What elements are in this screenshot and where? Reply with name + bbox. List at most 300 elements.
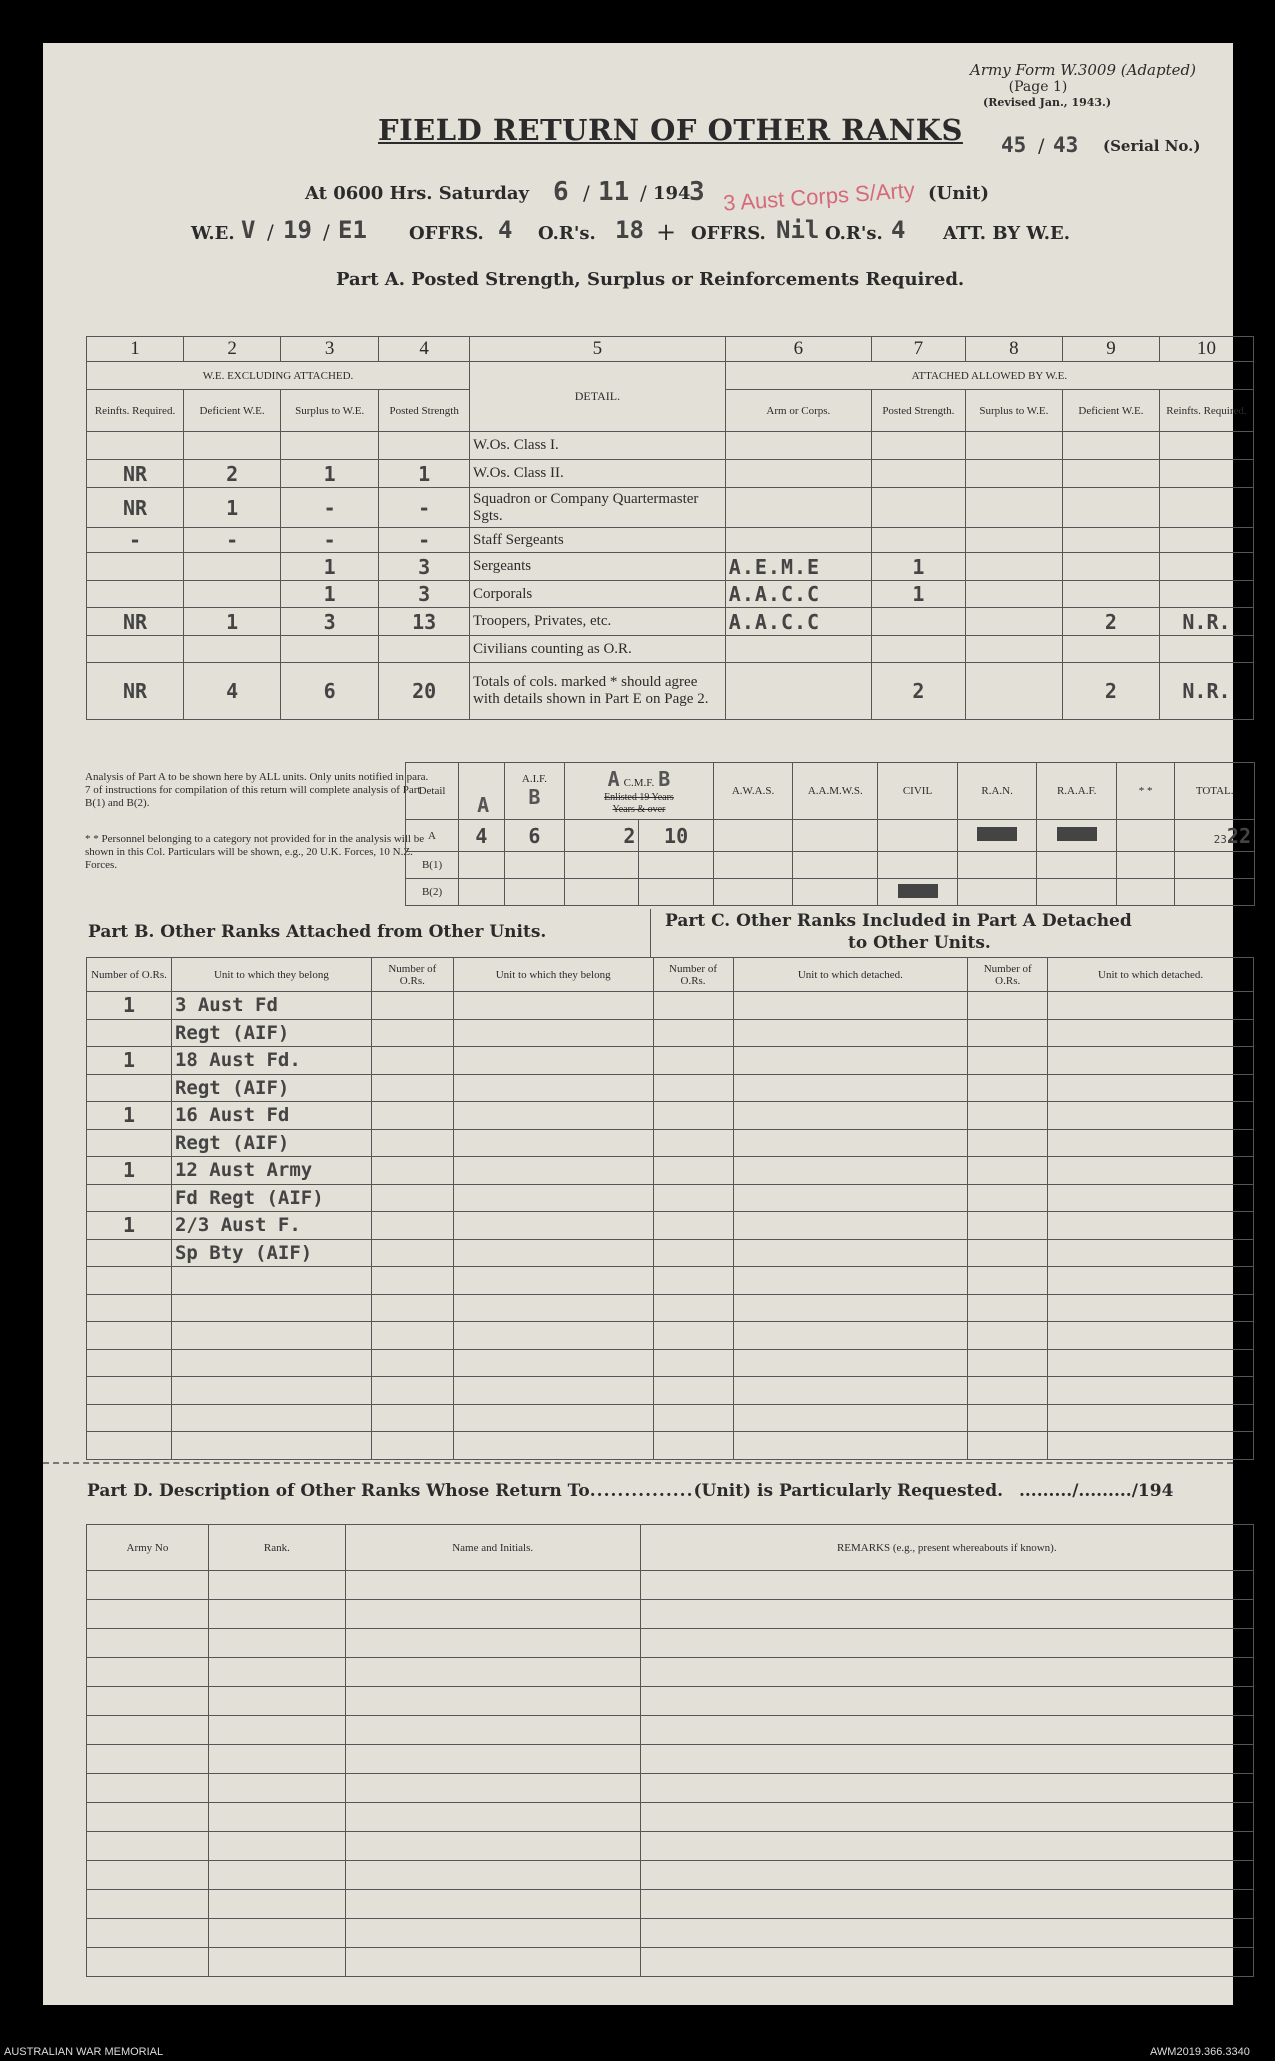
empty-cell <box>968 1019 1048 1047</box>
an-hdr-awas: A.W.A.S. <box>713 763 793 820</box>
group-right: ATTACHED ALLOWED BY W.E. <box>725 362 1253 390</box>
empty-cell <box>1048 1184 1254 1212</box>
part-bc-row <box>87 1432 1254 1460</box>
analysis-table <box>405 762 1255 906</box>
empty-cell <box>208 1803 345 1832</box>
cell-c2 <box>184 432 281 460</box>
col-num-10: 10 <box>1159 337 1253 362</box>
empty-cell <box>87 1267 172 1295</box>
an-hdr-aamws: A.A.M.W.S. <box>793 763 878 820</box>
empty-cell <box>968 1239 1048 1267</box>
day-value: 6 <box>553 177 569 207</box>
part-d-row <box>87 1861 1254 1890</box>
cell-c9 <box>1062 460 1159 488</box>
empty-cell <box>345 1861 640 1890</box>
cell-c3: 1 <box>281 581 379 608</box>
part-d-title-1: Part D. Description of Other Ranks Whose Return To <box>87 1481 590 1501</box>
an-row-a-aif: 6 <box>504 820 564 852</box>
row-detail: Staff Sergeants <box>470 528 726 553</box>
empty-cell <box>653 1349 733 1377</box>
col-num-6: 6 <box>725 337 871 362</box>
cell-c8 <box>965 553 1062 581</box>
an-row-a-ran <box>957 820 1037 852</box>
empty-cell <box>653 1212 733 1240</box>
empty-cell <box>733 992 968 1020</box>
empty-cell <box>371 1102 453 1130</box>
empty-cell <box>968 1212 1048 1240</box>
cell-c6: A.A.C.C <box>725 608 871 636</box>
empty-cell <box>453 1019 653 1047</box>
form-revised: (Revised Jan., 1943.) <box>983 96 1112 109</box>
an-hdr-aif: A.I.F. <box>521 773 547 785</box>
empty-cell <box>653 1019 733 1047</box>
part-bc-row <box>87 1184 1254 1212</box>
pd-hdr-rank: Rank. <box>208 1525 345 1571</box>
cell-c2: 4 <box>184 663 281 720</box>
empty-cell <box>1048 1239 1254 1267</box>
cell-c8 <box>965 636 1062 663</box>
empty-cell <box>640 1948 1253 1977</box>
empty-cell <box>640 1832 1253 1861</box>
empty-cell <box>371 1239 453 1267</box>
an-hdr-other: * * <box>1117 763 1175 820</box>
col-number-row <box>87 337 1254 362</box>
empty-cell <box>208 1919 345 1948</box>
cell-c9 <box>1062 553 1159 581</box>
cell-c6 <box>725 488 871 528</box>
empty-cell <box>653 1432 733 1460</box>
an-mark-a: A <box>477 793 490 817</box>
pb-hdr-num-2: Number of O.Rs. <box>371 958 453 992</box>
hdr-arm-corps: Arm or Corps. <box>725 390 871 432</box>
empty-cell <box>371 1294 453 1322</box>
part-d-row <box>87 1832 1254 1861</box>
attached-unit: Regt (AIF) <box>171 1129 371 1157</box>
empty-cell <box>640 1774 1253 1803</box>
cell-c6: A.E.M.E <box>725 553 871 581</box>
part-bc-row <box>87 1212 1254 1240</box>
empty-cell <box>371 1404 453 1432</box>
empty-cell <box>87 1404 172 1432</box>
empty-cell <box>733 1404 968 1432</box>
empty-cell <box>87 1861 209 1890</box>
empty-cell <box>453 1349 653 1377</box>
empty-cell <box>208 1600 345 1629</box>
an-row-a-pre: 4 <box>459 820 505 852</box>
cell-c7 <box>871 488 965 528</box>
empty-cell <box>208 1629 345 1658</box>
empty-cell <box>87 1184 172 1212</box>
col-num-5: 5 <box>470 337 726 362</box>
part-bc-row <box>87 1019 1254 1047</box>
empty-cell <box>208 1948 345 1977</box>
empty-cell <box>653 1157 733 1185</box>
part-d-row <box>87 1571 1254 1600</box>
part-d-row <box>87 1948 1254 1977</box>
empty-cell <box>453 1074 653 1102</box>
empty-cell <box>371 1047 453 1075</box>
col-num-4: 4 <box>379 337 470 362</box>
part-bc-row <box>87 1404 1254 1432</box>
an-hdr-total: TOTAL. <box>1175 763 1255 820</box>
empty-cell <box>87 1019 172 1047</box>
empty-cell <box>208 1861 345 1890</box>
unit-label: (Unit) <box>928 183 989 204</box>
empty-cell <box>371 1129 453 1157</box>
empty-cell <box>653 1267 733 1295</box>
cell-c8 <box>965 460 1062 488</box>
empty-cell <box>208 1658 345 1687</box>
empty-cell <box>208 1745 345 1774</box>
cell-c2 <box>184 581 281 608</box>
empty-cell <box>87 1629 209 1658</box>
empty-cell <box>653 1377 733 1405</box>
empty-cell <box>733 1102 968 1130</box>
empty-cell <box>371 1267 453 1295</box>
cell-c3: - <box>281 488 379 528</box>
part-a-row <box>87 528 1254 553</box>
hdr-posted: Posted Strength <box>379 390 470 432</box>
cell-c8 <box>965 581 1062 608</box>
cell-c9: 2 <box>1062 663 1159 720</box>
empty-cell <box>171 1267 371 1295</box>
hdr-att-posted: Posted Strength. <box>871 390 965 432</box>
part-d-table <box>86 1524 1254 1977</box>
part-d-title-2: (Unit) is Particularly Requested. <box>693 1481 1004 1501</box>
empty-cell <box>1048 1432 1254 1460</box>
part-d-row <box>87 1745 1254 1774</box>
empty-cell <box>733 1267 968 1295</box>
date-slash-2: / <box>640 181 647 205</box>
empty-cell <box>371 1349 453 1377</box>
cell-c9 <box>1062 636 1159 663</box>
empty-cell <box>1048 1294 1254 1322</box>
part-a-table <box>86 336 1254 720</box>
empty-cell <box>1048 1074 1254 1102</box>
cell-c1 <box>87 636 184 663</box>
footer-credit: AUSTRALIAN WAR MEMORIAL <box>4 2046 164 2058</box>
part-bc-row <box>87 1074 1254 1102</box>
empty-cell <box>345 1571 640 1600</box>
cell-c1: NR <box>87 608 184 636</box>
cell-c1: NR <box>87 663 184 720</box>
cell-c3: 1 <box>281 553 379 581</box>
pc-hdr-unit-2: Unit to which detached. <box>1048 958 1254 992</box>
an-hdr-detail: Detail <box>406 763 459 820</box>
we-19: 19 <box>283 216 312 244</box>
cell-c4: 20 <box>379 663 470 720</box>
serial-a: 45 <box>1001 133 1027 157</box>
we-e1: E1 <box>338 216 367 244</box>
an-cmf-sub1: Enlisted 19 Years <box>604 792 674 803</box>
empty-cell <box>371 1377 453 1405</box>
pc-hdr-num-2: Number of O.Rs. <box>968 958 1048 992</box>
empty-cell <box>453 1239 653 1267</box>
empty-cell <box>640 1716 1253 1745</box>
empty-cell <box>171 1294 371 1322</box>
empty-cell <box>1048 1349 1254 1377</box>
cell-c4: 3 <box>379 581 470 608</box>
part-d-row <box>87 1803 1254 1832</box>
empty-cell <box>371 1184 453 1212</box>
cell-c7 <box>871 432 965 460</box>
part-bc-row <box>87 992 1254 1020</box>
an-row-b2 <box>406 879 1255 906</box>
part-d-row <box>87 1687 1254 1716</box>
cell-c4: - <box>379 488 470 528</box>
empty-cell <box>87 1687 209 1716</box>
part-d-title <box>87 1481 1173 1501</box>
part-d-row <box>87 1658 1254 1687</box>
col-num-1: 1 <box>87 337 184 362</box>
empty-cell <box>453 1404 653 1432</box>
part-d-dots: ............... <box>589 1481 694 1501</box>
cell-c4: - <box>379 528 470 553</box>
empty-cell <box>87 1074 172 1102</box>
an-mark-b: B <box>528 785 541 809</box>
empty-cell <box>345 1919 640 1948</box>
form-name: Army Form W.3009 (Adapted) <box>970 61 1196 79</box>
empty-cell <box>87 1294 172 1322</box>
part-a-row <box>87 636 1254 663</box>
month-value: 11 <box>598 177 630 207</box>
form-page: (Page 1) <box>1008 79 1068 95</box>
an-row-a-total <box>1175 820 1255 852</box>
empty-cell <box>733 1294 968 1322</box>
cell-c10 <box>1159 460 1253 488</box>
empty-cell <box>453 1267 653 1295</box>
part-bc-row <box>87 1377 1254 1405</box>
hdr-reinfts: Reinfts. Required. <box>87 390 184 432</box>
an-mark-a-cell <box>459 763 505 820</box>
row-detail: Corporals <box>470 581 726 608</box>
empty-cell <box>733 1349 968 1377</box>
empty-cell <box>87 1774 209 1803</box>
attached-unit: 2/3 Aust F. <box>171 1212 371 1240</box>
empty-cell <box>653 1102 733 1130</box>
empty-cell <box>653 1322 733 1350</box>
an-hdr-ran: R.A.N. <box>957 763 1037 820</box>
offrs2-label: OFFRS. <box>691 223 766 244</box>
empty-cell <box>87 1803 209 1832</box>
an-hdr-aif-cell <box>504 763 564 820</box>
empty-cell <box>1048 1129 1254 1157</box>
hdr-deficient: Deficient W.E. <box>184 390 281 432</box>
cell-c8 <box>965 528 1062 553</box>
empty-cell <box>640 1861 1253 1890</box>
attached-count: 1 <box>87 1212 172 1240</box>
empty-cell <box>733 1129 968 1157</box>
row-detail: Sergeants <box>470 553 726 581</box>
part-bc-row <box>87 1322 1254 1350</box>
col-num-9: 9 <box>1062 337 1159 362</box>
part-bc-row <box>87 1239 1254 1267</box>
part-a-row <box>87 432 1254 460</box>
analysis-note-2: * * Personnel belonging to a category not provided for in the analysis will be shown in this Col. Particulars will be shown, e.g., 20 U.K. Forces, 10 N.Z. Forces. <box>85 833 425 871</box>
cell-c10 <box>1159 636 1253 663</box>
cell-c10 <box>1159 432 1253 460</box>
plus-sign: + <box>656 218 677 246</box>
empty-cell <box>371 1074 453 1102</box>
empty-cell <box>87 1745 209 1774</box>
col-num-7: 7 <box>871 337 965 362</box>
empty-cell <box>640 1803 1253 1832</box>
cell-c2: 1 <box>184 488 281 528</box>
empty-cell <box>87 1919 209 1948</box>
cell-c3 <box>281 636 379 663</box>
part-bc-row <box>87 1267 1254 1295</box>
empty-cell <box>968 1184 1048 1212</box>
empty-cell <box>1048 1157 1254 1185</box>
an-mark-a2: A <box>607 767 620 791</box>
empty-cell <box>453 1129 653 1157</box>
empty-cell <box>968 1074 1048 1102</box>
empty-cell <box>208 1832 345 1861</box>
an-row-a-cmf1: 2 <box>565 820 639 852</box>
empty-cell <box>653 992 733 1020</box>
part-a-row <box>87 460 1254 488</box>
part-a-row <box>87 488 1254 528</box>
empty-cell <box>733 1212 968 1240</box>
cell-c9 <box>1062 488 1159 528</box>
cell-c7 <box>871 608 965 636</box>
empty-cell <box>968 1377 1048 1405</box>
an-row-a-civil <box>878 820 958 852</box>
part-d-date-blank: ........./......... <box>1018 1481 1132 1501</box>
empty-cell <box>453 1294 653 1322</box>
empty-cell <box>1048 1047 1254 1075</box>
row-detail: Totals of cols. marked * should agree with details shown in Part E on Page 2. <box>470 663 726 720</box>
part-d-row <box>87 1890 1254 1919</box>
empty-cell <box>87 1948 209 1977</box>
cell-c4: 1 <box>379 460 470 488</box>
empty-cell <box>345 1716 640 1745</box>
cell-c1 <box>87 581 184 608</box>
part-bc-row <box>87 1047 1254 1075</box>
empty-cell <box>733 1019 968 1047</box>
cell-c4 <box>379 636 470 663</box>
serial-label: (Serial No.) <box>1103 137 1201 155</box>
empty-cell <box>653 1074 733 1102</box>
cell-c6 <box>725 432 871 460</box>
empty-cell <box>1048 1102 1254 1130</box>
empty-cell <box>968 1129 1048 1157</box>
at-label: At 0600 Hrs. Saturday <box>305 183 530 204</box>
empty-cell <box>653 1184 733 1212</box>
empty-cell <box>640 1600 1253 1629</box>
an-hdr-cmf-cell <box>565 763 714 820</box>
cell-c1: - <box>87 528 184 553</box>
empty-cell <box>968 1432 1048 1460</box>
empty-cell <box>968 1157 1048 1185</box>
empty-cell <box>87 1600 209 1629</box>
cell-c10 <box>1159 553 1253 581</box>
empty-cell <box>345 1600 640 1629</box>
an-row-a-raaf <box>1037 820 1117 852</box>
cell-c8 <box>965 663 1062 720</box>
form-sheet <box>43 43 1251 2005</box>
cell-c7: 2 <box>871 663 965 720</box>
row-detail: Troopers, Privates, etc. <box>470 608 726 636</box>
empty-cell <box>653 1239 733 1267</box>
pb-hdr-num-1: Number of O.Rs. <box>87 958 172 992</box>
part-a-title: Part A. Posted Strength, Surplus or Reinforcements Required. <box>336 269 965 290</box>
empty-cell <box>453 1157 653 1185</box>
fold-line <box>43 1462 1233 1464</box>
empty-cell <box>733 1074 968 1102</box>
ors2-value: 4 <box>891 216 906 244</box>
part-bc-row <box>87 1129 1254 1157</box>
empty-cell <box>640 1658 1253 1687</box>
empty-cell <box>640 1919 1253 1948</box>
we-slash-1: / <box>267 220 274 244</box>
empty-cell <box>171 1404 371 1432</box>
empty-cell <box>733 1047 968 1075</box>
empty-cell <box>87 1658 209 1687</box>
cell-c1 <box>87 553 184 581</box>
empty-cell <box>208 1716 345 1745</box>
empty-cell <box>208 1890 345 1919</box>
empty-cell <box>453 992 653 1020</box>
empty-cell <box>968 1102 1048 1130</box>
empty-cell <box>171 1322 371 1350</box>
empty-cell <box>640 1745 1253 1774</box>
part-d-row <box>87 1629 1254 1658</box>
empty-cell <box>371 1322 453 1350</box>
empty-cell <box>453 1102 653 1130</box>
an-hdr-civil: CIVIL <box>878 763 958 820</box>
cell-c6 <box>725 636 871 663</box>
cell-c10 <box>1159 488 1253 528</box>
empty-cell <box>640 1629 1253 1658</box>
cell-c7: 1 <box>871 581 965 608</box>
an-row-a-aamws <box>793 820 878 852</box>
empty-cell <box>87 1716 209 1745</box>
cell-c1: NR <box>87 460 184 488</box>
part-bc-divider <box>650 909 651 958</box>
unit-stamp: 3 Aust Corps S/Arty <box>722 177 916 216</box>
empty-cell <box>453 1212 653 1240</box>
empty-cell <box>345 1658 640 1687</box>
empty-cell <box>733 1239 968 1267</box>
attached-count: 1 <box>87 992 172 1020</box>
part-b-title: Part B. Other Ranks Attached from Other Units. <box>88 922 547 942</box>
part-bc-row <box>87 1294 1254 1322</box>
empty-cell <box>968 1404 1048 1432</box>
we-label: W.E. <box>191 223 235 244</box>
part-d-row <box>87 1716 1254 1745</box>
an-total-struck: 23 <box>1213 832 1227 846</box>
row-detail: W.Os. Class II. <box>470 460 726 488</box>
cell-c6 <box>725 663 871 720</box>
an-hdr-cmf: C.M.F. <box>623 777 655 789</box>
empty-cell <box>733 1184 968 1212</box>
empty-cell <box>640 1687 1253 1716</box>
empty-cell <box>1048 1377 1254 1405</box>
attached-unit: Regt (AIF) <box>171 1019 371 1047</box>
empty-cell <box>968 1047 1048 1075</box>
empty-cell <box>653 1047 733 1075</box>
an-row-b2-civil <box>878 879 958 906</box>
cell-c4: 13 <box>379 608 470 636</box>
empty-cell <box>371 1432 453 1460</box>
attached-count: 1 <box>87 1047 172 1075</box>
empty-cell <box>1048 1267 1254 1295</box>
empty-cell <box>345 1629 640 1658</box>
page-title: FIELD RETURN OF OTHER RANKS <box>378 113 963 147</box>
part-bc-table <box>86 957 1254 1460</box>
analysis-note-1: Analysis of Part A to be shown here by ALL units. Only units notified in para. 7 of instructions for compilation of this return will complete analysis of Part B(1) and B(2). <box>85 771 429 809</box>
